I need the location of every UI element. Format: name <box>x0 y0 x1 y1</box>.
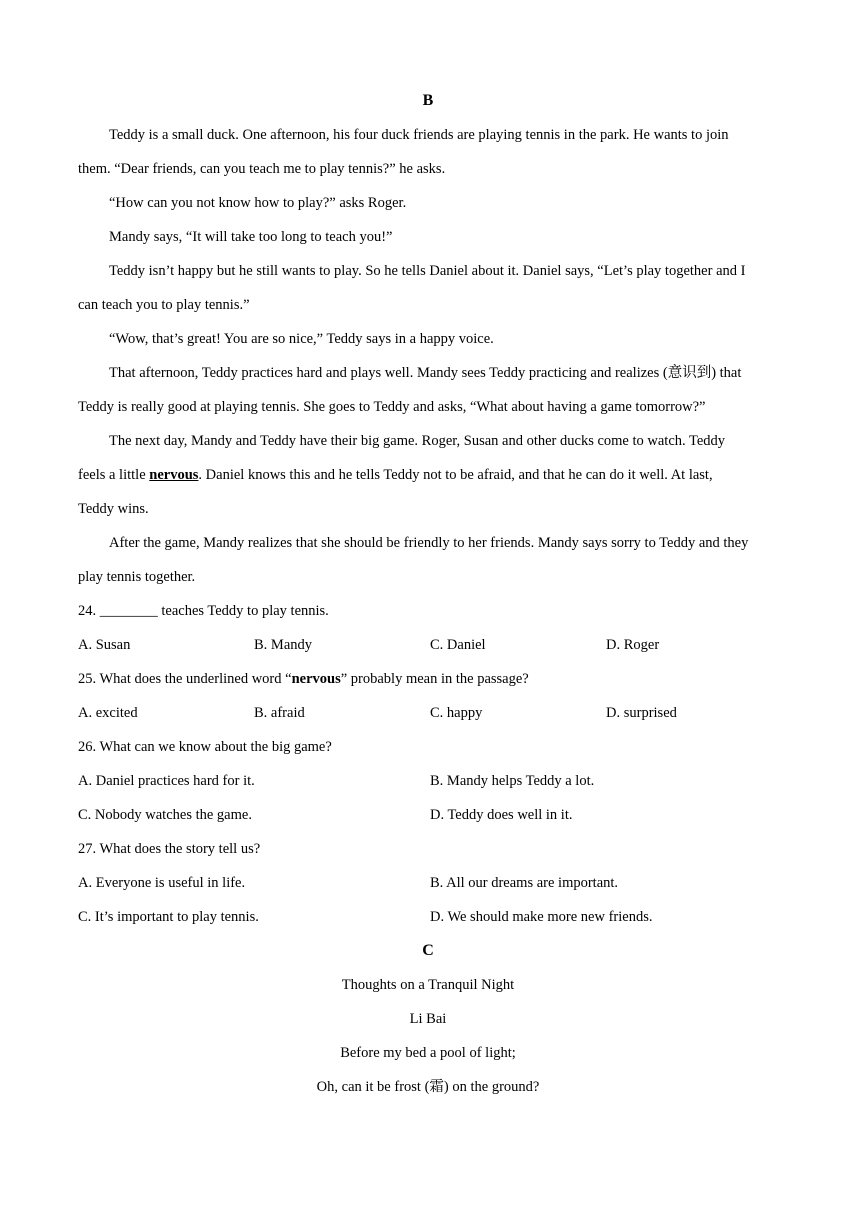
passage-b-line: “Wow, that’s great! You are so nice,” Teddy says in a happy voice. <box>109 331 494 347</box>
underlined-word-nervous: nervous <box>149 467 199 483</box>
option-a: A. Everyone is useful in life. <box>78 875 246 891</box>
text-segment: ” probably mean in the passage? <box>340 671 529 687</box>
document-page <box>78 84 778 1104</box>
option-b: B. Mandy helps Teddy a lot. <box>430 773 595 789</box>
question-27-stem: 27. What does the story tell us? <box>78 841 261 857</box>
question-26-options-row2 <box>78 798 778 832</box>
passage-b-line: “How can you not know how to play?” asks Roger. <box>109 195 407 211</box>
passage-b-line <box>78 458 778 492</box>
question-27-options-row1 <box>78 866 778 900</box>
option-a: A. Daniel practices hard for it. <box>78 773 255 789</box>
option-c: C. happy <box>430 705 483 721</box>
text-segment: . Daniel knows this and he tells Teddy not to be afraid, and that he can do it well. At last, <box>198 467 713 483</box>
option-d: D. Teddy does well in it. <box>430 807 573 823</box>
text-segment: 25. What does the underlined word “ <box>78 671 292 687</box>
bold-word-nervous: nervous <box>291 671 341 687</box>
question-24-options <box>78 628 778 662</box>
passage-b-line: Teddy is a small duck. One afternoon, his four duck friends are playing tennis in the park. He wants to join <box>109 127 729 143</box>
passage-b-line: Mandy says, “It will take too long to teach you!” <box>109 229 393 245</box>
option-d: D. We should make more new friends. <box>430 909 653 925</box>
poem-line: Oh, can it be frost (霜) on the ground? <box>316 1079 540 1095</box>
option-a: A. Susan <box>78 637 131 653</box>
option-c: C. Nobody watches the game. <box>78 807 252 823</box>
option-b: B. All our dreams are important. <box>430 875 619 891</box>
poem-line: Before my bed a pool of light; <box>340 1045 516 1061</box>
option-c: C. Daniel <box>430 637 486 653</box>
passage-b-line: can teach you to play tennis.” <box>78 297 250 313</box>
passage-b-line: Teddy isn’t happy but he still wants to play. So he tells Daniel about it. Daniel says, “Let’s play together and I <box>109 263 746 279</box>
passage-b-line: Teddy wins. <box>78 501 149 517</box>
passage-b-line: The next day, Mandy and Teddy have their big game. Roger, Susan and other ducks come to watch. Teddy <box>109 433 726 449</box>
option-b: B. Mandy <box>254 637 312 653</box>
poem-title: Thoughts on a Tranquil Night <box>341 977 515 993</box>
passage-b-line: After the game, Mandy realizes that she should be friendly to her friends. Mandy says sorry to Teddy and they <box>109 535 749 551</box>
option-d: D. surprised <box>606 705 677 721</box>
poem-author: Li Bai <box>409 1011 447 1027</box>
question-26-stem: 26. What can we know about the big game? <box>78 739 332 755</box>
passage-b-line: play tennis together. <box>78 569 196 585</box>
section-c-title: C <box>422 942 434 959</box>
question-24-stem: 24. ________ teaches Teddy to play tennis. <box>78 603 329 619</box>
passage-b-line: That afternoon, Teddy practices hard and plays well. Mandy sees Teddy practicing and realizes (意识到) that <box>109 365 742 381</box>
question-27-options-row2 <box>78 900 778 934</box>
option-b: B. afraid <box>254 705 305 721</box>
question-25-stem <box>78 662 778 696</box>
option-a: A. excited <box>78 705 138 721</box>
text-segment: feels a little <box>78 467 150 483</box>
passage-b-line: them. “Dear friends, can you teach me to play tennis?” he asks. <box>78 161 446 177</box>
passage-b-line: Teddy is really good at playing tennis. She goes to Teddy and asks, “What about having a game tomorrow?” <box>78 399 706 415</box>
option-c: C. It’s important to play tennis. <box>78 909 259 925</box>
option-d: D. Roger <box>606 637 660 653</box>
question-26-options-row1 <box>78 764 778 798</box>
section-b-title: B <box>422 92 434 109</box>
question-25-options <box>78 696 778 730</box>
